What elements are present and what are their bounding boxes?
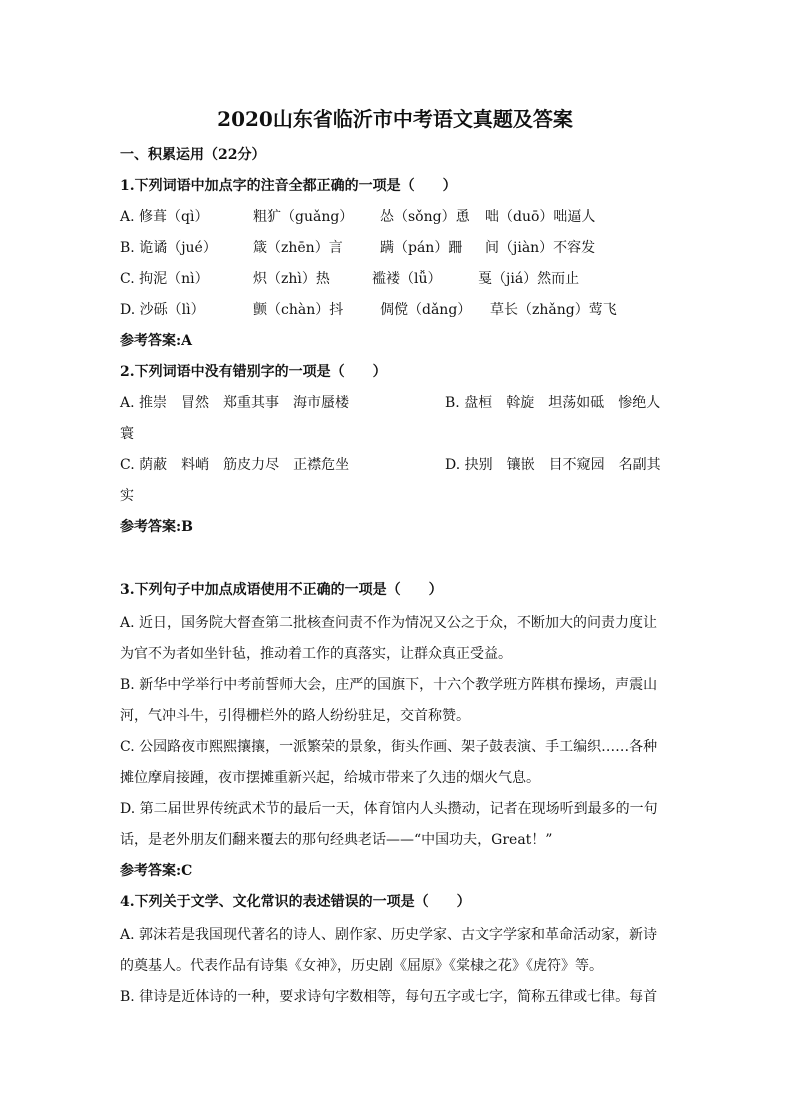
section-heading: 一、积累运用（22分） [120, 147, 266, 163]
q1-option-a-item-1: A. 修葺（qì） [120, 209, 209, 225]
question-3-stem: 3.下列句子中加点成语使用不正确的一项是（ ） [120, 582, 443, 598]
q1-option-c-item-4: 戛（jiá）然而止 [478, 271, 580, 287]
q3-line: D. 第二届世界传统武术节的最后一天，体育馆内人头攒动，记者在现场听到最多的一句 [120, 801, 658, 817]
q2-option-a: A. 推崇 冒然 郑重其事 海市蜃楼 [120, 395, 350, 411]
q3-answer: 参考答案:C [120, 863, 193, 879]
q1-option-a-item-4: 咄（duō）咄逼人 [485, 209, 596, 225]
q1-answer: 参考答案:A [120, 333, 193, 349]
question-4-stem: 4.下列关于文学、文化常识的表述错误的一项是（ ） [120, 894, 471, 910]
q2-answer: 参考答案:B [120, 519, 194, 535]
q1-option-d-item-3: 倜傥（dǎng） [380, 302, 472, 318]
q1-option-a-item-3: 怂（sǒng）恿 [380, 209, 470, 225]
q4-line: B. 律诗是近体诗的一种，要求诗句字数相等，每句五字或七字，简称五律或七律。每首 [120, 989, 658, 1005]
q3-line: 摊位摩肩接踵，夜市摆摊重新兴起，给城市带来了久违的烟火气息。 [120, 770, 540, 786]
q4-line: A. 郭沫若是我国现代著名的诗人、剧作家、历史学家、古文字学家和革命活动家，新诗 [120, 927, 658, 943]
q2-option-b-wrap: 寰 [120, 426, 134, 442]
q1-option-c-item-1: C. 拘泥（nì） [120, 271, 209, 287]
q1-option-c-item-3: 褴褛（lǚ） [372, 271, 442, 287]
q3-line: 为官不为者如坐针毡，推动着工作的真落实，让群众真正受益。 [120, 646, 512, 662]
q3-line: A. 近日，国务院大督查第二批核查问责不作为情况又公之于众，不断加大的问责力度让 [120, 615, 658, 631]
q1-option-b-item-1: B. 诡谲（jué） [120, 240, 217, 256]
q2-option-c: C. 荫蔽 料峭 筋皮力尽 正襟危坐 [120, 457, 350, 473]
q1-option-d-item-2: 颤（chàn）抖 [253, 302, 344, 318]
q1-option-d-item-4: 草长（zhǎng）莺飞 [490, 302, 617, 318]
q3-line: C. 公园路夜市熙熙攘攘，一派繁荣的景象，街头作画、架子鼓表演、手工编织……各种 [120, 739, 658, 755]
q1-option-a-item-2: 粗犷（guǎng） [253, 209, 354, 225]
question-1-stem: 1.下列词语中加点字的注音全都正确的一项是（ ） [120, 178, 457, 194]
q2-option-d: D. 抉别 镶嵌 目不窥园 名副其 [445, 457, 661, 473]
q3-line: 河，气冲斗牛，引得栅栏外的路人纷纷驻足，交首称赞。 [120, 708, 470, 724]
q3-line: 话，是老外朋友们翻来覆去的那句经典老话——“中国功夫，Great！” [120, 832, 553, 848]
q1-option-b-item-4: 间（jiàn）不容发 [485, 240, 596, 256]
q1-option-c-item-2: 炽（zhì）热 [253, 271, 330, 287]
q1-option-b-item-2: 箴（zhēn）言 [253, 240, 343, 256]
document-title: 2020山东省临沂市中考语文真题及答案 [217, 107, 573, 131]
q2-option-d-wrap: 实 [120, 488, 134, 504]
q3-line: B. 新华中学举行中考前誓师大会，庄严的国旗下，十六个教学班方阵棋布操场，声震山 [120, 677, 658, 693]
q1-option-d-item-1: D. 沙砾（lì） [120, 302, 205, 318]
q4-line: 的奠基人。代表作品有诗集《女神》，历史剧《屈原》《棠棣之花》《虎符》等。 [120, 958, 603, 974]
q1-option-b-item-3: 蹒（pán）跚 [380, 240, 463, 256]
question-2-stem: 2.下列词语中没有错别字的一项是（ ） [120, 364, 387, 380]
q2-option-b: B. 盘桓 斡旋 坦荡如砥 惨绝人 [445, 395, 661, 411]
